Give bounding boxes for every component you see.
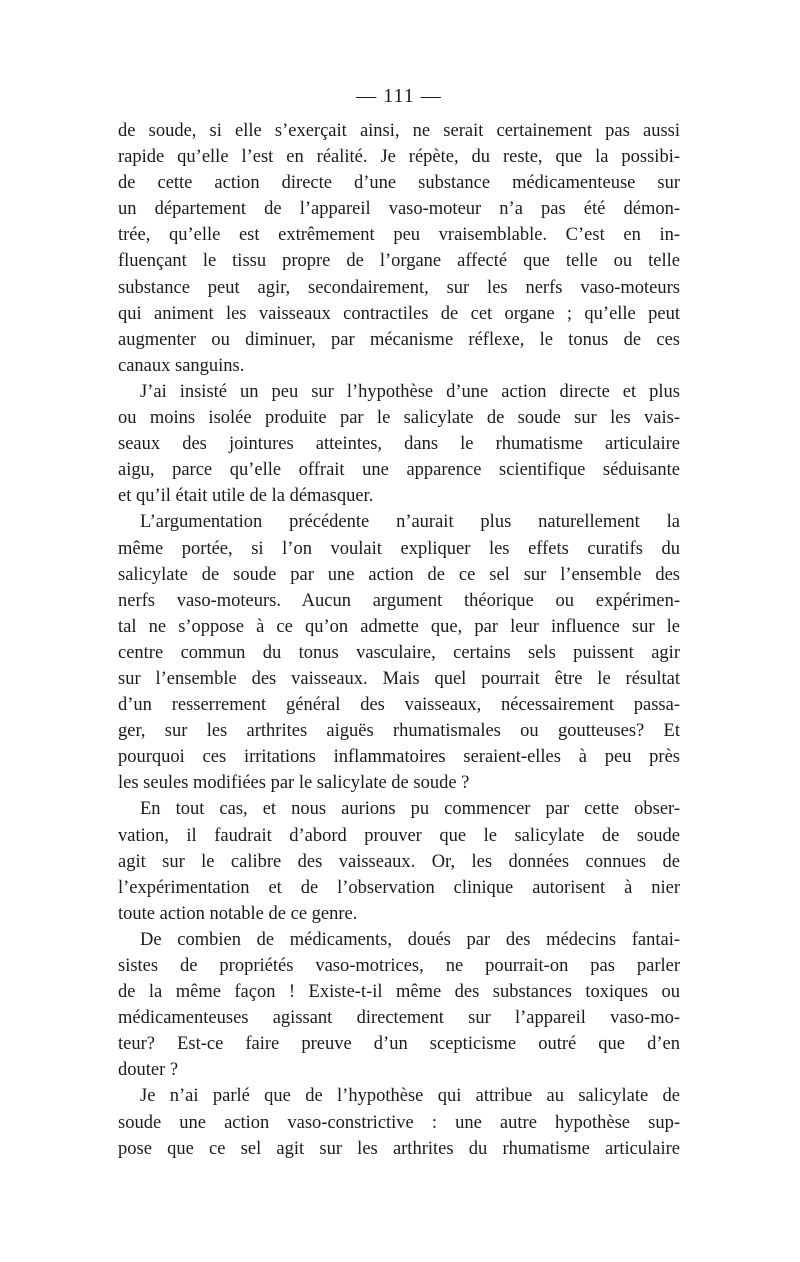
text-line: douter ? <box>118 1060 179 1081</box>
text-line: nerfs vaso-moteurs. Aucun argument théorique ou expérimen- <box>118 590 680 611</box>
text-line: substance peut agir, secondairement, sur les nerfs vaso-moteurs <box>118 277 680 298</box>
text-line: rapide qu’elle l’est en réalité. Je répète, du reste, que la possibi- <box>118 147 680 168</box>
text-line: augmenter ou diminuer, par mécanisme réflexe, le tonus de ces <box>118 329 680 350</box>
page-number: — 111 — <box>356 85 442 107</box>
text-line: toute action notable de ce genre. <box>118 903 358 924</box>
text-line: En tout cas, et nous aurions pu commencer par cette obser- <box>140 799 680 820</box>
text-line: trée, qu’elle est extrêmement peu vraisemblable. C’est en in- <box>118 225 680 246</box>
body-text <box>118 118 680 1162</box>
book-page <box>118 84 680 1162</box>
text-line: l’expérimentation et de l’observation clinique autorisent à nier <box>118 877 680 898</box>
text-line: médicamenteuses agissant directement sur l’appareil vaso-mo- <box>118 1008 680 1029</box>
text-line: De combien de médicaments, doués par des médecins fantai- <box>140 929 680 950</box>
text-line: agit sur le calibre des vaisseaux. Or, les données connues de <box>118 851 680 872</box>
text-line: salicylate de soude par une action de ce sel sur l’ensemble des <box>118 564 680 585</box>
text-line: seaux des jointures atteintes, dans le rhumatisme articulaire <box>118 434 680 455</box>
text-line: de soude, si elle s’exerçait ainsi, ne serait certainement pas aussi <box>118 121 680 141</box>
text-line: de la même façon ! Existe-t-il même des substances toxiques ou <box>118 982 680 1003</box>
text-line: Je n’ai parlé que de l’hypothèse qui attribue au salicylate de <box>140 1086 680 1107</box>
text-line: aigu, parce qu’elle offrait une apparence scientifique séduisante <box>118 460 680 481</box>
text-line: de cette action directe d’une substance médicamenteuse sur <box>118 173 680 194</box>
text-line: J’ai insisté un peu sur l’hypothèse d’une action directe et plus <box>140 381 680 402</box>
text-line: sistes de propriétés vaso-motrices, ne pourrait-on pas parler <box>118 956 680 976</box>
text-line: un département de l’appareil vaso-moteur n’a pas été démon- <box>118 199 680 220</box>
text-line: ou moins isolée produite par le salicylate de soude sur les vais- <box>118 408 680 429</box>
text-line: et qu’il était utile de la démasquer. <box>118 486 374 507</box>
text-line: vation, il faudrait d’abord prouver que le salicylate de soude <box>118 825 680 846</box>
text-line: sur l’ensemble des vaisseaux. Mais quel pourrait être le résultat <box>118 668 680 689</box>
text-line: pourquoi ces irritations inflammatoires seraient-elles à peu près <box>118 747 680 768</box>
text-line: teur? Est-ce faire preuve d’un scepticisme outré que d’en <box>118 1034 680 1055</box>
text-line: canaux sanguins. <box>118 355 245 376</box>
text-line: les seules modifiées par le salicylate de soude ? <box>118 773 470 794</box>
text-line: fluençant le tissu propre de l’organe affecté que telle ou telle <box>118 251 680 272</box>
text-line: d’un resserrement général des vaisseaux, nécessairement passa- <box>118 695 680 716</box>
text-line: qui animent les vaisseaux contractiles de cet organe ; qu’elle peut <box>118 303 680 324</box>
text-line: même portée, si l’on voulait expliquer les effets curatifs du <box>118 538 680 559</box>
text-line: tal ne s’oppose à ce qu’on admette que, par leur influence sur le <box>118 616 680 637</box>
text-line: soude une action vaso-constrictive : une autre hypothèse sup- <box>118 1112 680 1133</box>
text-line: pose que ce sel agit sur les arthrites du rhumatisme articulaire <box>118 1138 680 1159</box>
text-line: L’argumentation précédente n’aurait plus naturellement la <box>140 512 680 533</box>
text-line: centre commun du tonus vasculaire, certains sels puissent agir <box>118 642 680 663</box>
text-line: ger, sur les arthrites aiguës rhumatismales ou goutteuses? Et <box>118 721 680 742</box>
